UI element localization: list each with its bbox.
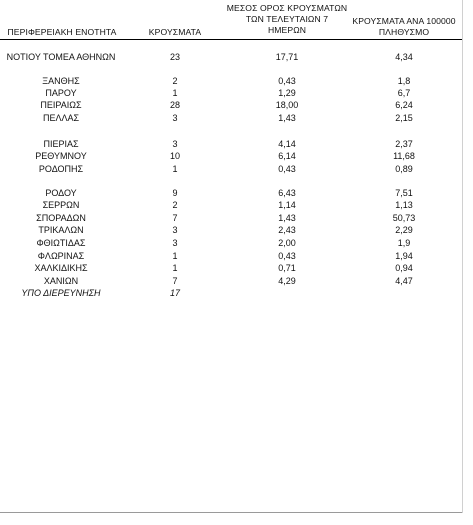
bottom-border	[0, 512, 462, 513]
row-per-100000: 1,94	[395, 251, 413, 261]
row-average: 1,14	[278, 200, 296, 210]
row-region: ΡΟΔΟΠΗΣ	[38, 164, 84, 174]
table-row	[0, 237, 462, 249]
row-cases: 23	[169, 52, 180, 62]
table-row	[0, 262, 462, 274]
row-cases: 3	[172, 139, 178, 149]
row-region: ΠΑΡΟΥ	[45, 88, 77, 98]
row-average: 0,43	[278, 251, 296, 261]
row-region: ΠΙΕΡΙΑΣ	[43, 139, 79, 149]
row-cases: 2	[172, 200, 178, 210]
row-cases: 3	[172, 238, 178, 248]
table-row	[0, 75, 462, 87]
row-average: 6,43	[278, 188, 296, 198]
row-region: ΦΛΩΡΙΝΑΣ	[37, 251, 85, 261]
table-row	[0, 87, 462, 99]
table-row	[0, 187, 462, 199]
header-region-label: ΠΕΡΙΦΕΡΕΙΑΚΗ ΕΝΟΤΗΤΑ	[7, 27, 117, 37]
row-region: ΠΕΙΡΑΙΩΣ	[40, 100, 82, 110]
row-region: ΡΕΘΥΜΝΟΥ	[35, 151, 87, 161]
header-divider	[0, 39, 462, 40]
row-per-100000: 0,89	[395, 164, 413, 174]
row-cases: 7	[172, 213, 178, 223]
row-cases: 9	[172, 188, 178, 198]
table-row	[0, 212, 462, 224]
row-cases: 10	[169, 151, 180, 161]
row-per-100000: 0,94	[395, 263, 413, 273]
row-per-100000: 4,34	[395, 52, 413, 62]
row-cases: 17	[169, 288, 180, 298]
row-average: 18,00	[275, 100, 299, 110]
row-average: 2,43	[278, 225, 296, 235]
row-average: 4,14	[278, 139, 296, 149]
row-cases: 1	[172, 88, 178, 98]
row-cases: 1	[172, 263, 178, 273]
row-per-100000: 1,13	[395, 200, 413, 210]
row-per-100000: 2,37	[395, 139, 413, 149]
header-avg-line-1: ΜΕΣΟΣ ΟΡΟΣ ΚΡΟΥΣΜΑΤΩΝ	[226, 3, 348, 13]
row-per-100000: 1,8	[397, 76, 411, 86]
header-per-line-1: ΚΡΟΥΣΜΑΤΑ ΑΝΑ 100000	[352, 16, 456, 26]
row-region: ΝΟΤΙΟΥ ΤΟΜΕΑ ΑΘΗΝΩΝ	[6, 52, 116, 62]
table-row	[0, 99, 462, 111]
table-row	[0, 199, 462, 211]
row-average: 0,43	[278, 164, 296, 174]
table-row	[0, 250, 462, 262]
row-region: ΧΑΛΚΙΔΙΚΗΣ	[34, 263, 88, 273]
row-per-100000: 6,24	[395, 100, 413, 110]
table-row-under-investigation	[0, 287, 462, 299]
row-region: ΠΕΛΛΑΣ	[42, 113, 80, 123]
row-region: ΦΘΙΩΤΙΔΑΣ	[36, 238, 86, 248]
row-average: 0,43	[278, 76, 296, 86]
table-row	[0, 275, 462, 287]
row-average: 0,71	[278, 263, 296, 273]
header-per-line-2: ΠΛΗΘΥΣΜΟ	[378, 27, 430, 37]
row-average: 1,43	[278, 213, 296, 223]
row-per-100000: 50,73	[392, 213, 416, 223]
table-row	[0, 150, 462, 162]
header-per-100000	[345, 16, 463, 38]
row-region: ΣΠΟΡΑΔΩΝ	[36, 213, 86, 223]
row-cases: 1	[172, 164, 178, 174]
table-row	[0, 51, 462, 63]
row-per-100000: 1,9	[397, 238, 411, 248]
row-average: 1,29	[278, 88, 296, 98]
row-region: ΞΑΝΘΗΣ	[42, 76, 80, 86]
row-cases: 2	[172, 76, 178, 86]
row-cases: 28	[169, 100, 180, 110]
row-per-100000: 2,15	[395, 113, 413, 123]
row-per-100000: 11,68	[393, 151, 415, 161]
row-region: ΧΑΝΙΩΝ	[43, 276, 79, 286]
table-row	[0, 138, 462, 150]
table-row	[0, 163, 462, 175]
row-cases: 1	[172, 251, 178, 261]
row-region: ΥΠΟ ΔΙΕΡΕΥΝΗΣΗ	[21, 288, 101, 298]
row-average: 2,00	[278, 238, 296, 248]
row-average: 17,71	[275, 52, 299, 62]
header-region	[2, 27, 122, 38]
row-per-100000: 6,7	[397, 88, 411, 98]
row-average: 6,14	[278, 151, 296, 161]
header-cases-label: ΚΡΟΥΣΜΑΤΑ	[148, 27, 202, 37]
header-avg-line-3: ΗΜΕΡΩΝ	[267, 25, 307, 35]
row-region: ΣΕΡΡΩΝ	[42, 200, 80, 210]
row-per-100000: 2,29	[395, 225, 413, 235]
header-seven-day-average	[222, 3, 352, 36]
header-cases	[140, 27, 210, 38]
row-per-100000: 4,47	[395, 276, 413, 286]
row-cases: 3	[172, 225, 178, 235]
row-region: ΡΟΔΟΥ	[45, 188, 77, 198]
row-per-100000: 7,51	[395, 188, 413, 198]
row-average: 4,29	[278, 276, 296, 286]
row-region: ΤΡΙΚΑΛΩΝ	[38, 225, 84, 235]
row-cases: 3	[172, 113, 178, 123]
table-row	[0, 112, 462, 124]
row-cases: 7	[172, 276, 178, 286]
table-row	[0, 224, 462, 236]
row-average: 1,43	[278, 113, 296, 123]
header-avg-line-2: ΤΩΝ ΤΕΛΕΥΤΑΙΩΝ 7	[245, 14, 329, 24]
